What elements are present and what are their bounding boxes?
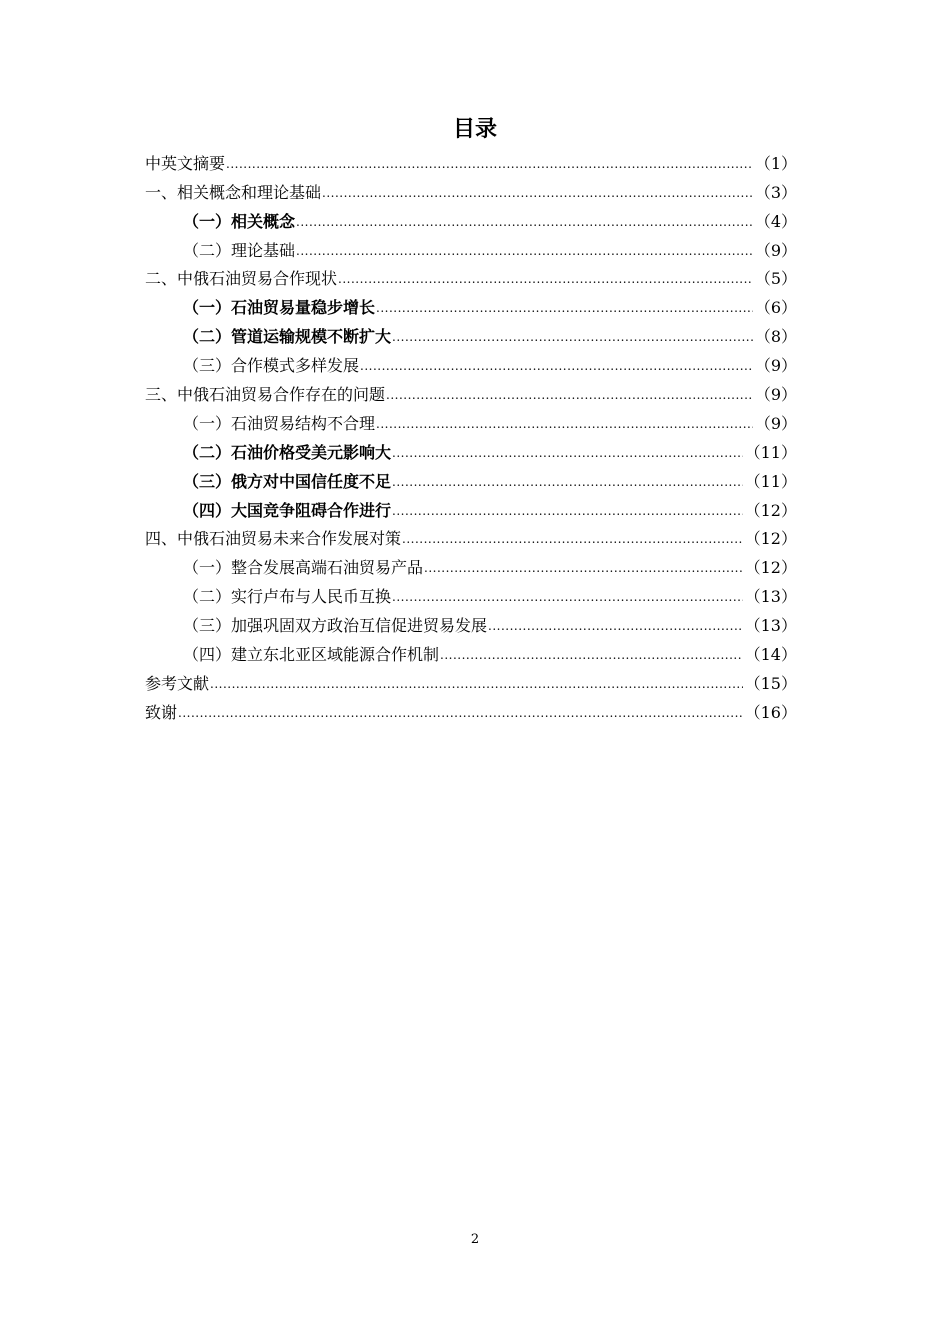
toc-entry[interactable] (145, 318, 797, 347)
toc-entry-page: （9） (754, 240, 797, 260)
page-number: 2 (470, 1232, 480, 1247)
toc-entry-label: （四）建立东北亚区域能源合作机制 (183, 645, 440, 665)
toc-entry[interactable] (145, 232, 797, 261)
toc-entry-page: （9） (754, 413, 797, 433)
toc-entry-label: （三）合作模式多样发展 (183, 356, 360, 376)
toc-entry[interactable] (145, 347, 797, 376)
toc-entry-page: （6） (754, 298, 797, 318)
toc-entry[interactable] (145, 203, 797, 232)
toc-entry-page: （4） (754, 211, 797, 231)
toc-entry[interactable] (145, 636, 797, 665)
toc-entry-label: （二）石油价格受美元影响大 (183, 442, 392, 462)
toc-entry-page: （13） (744, 616, 797, 636)
toc-entry-label: （一）整合发展高端石油贸易产品 (183, 558, 424, 578)
toc-entry[interactable] (145, 174, 797, 203)
toc-entry-page: （12） (744, 529, 797, 549)
toc-entry[interactable] (145, 578, 797, 607)
table-of-contents (145, 145, 797, 723)
toc-entry[interactable] (145, 549, 797, 578)
toc-entry-label: （三）俄方对中国信任度不足 (183, 471, 392, 491)
toc-entry-label: （二）实行卢布与人民币互换 (183, 587, 392, 607)
toc-entry-page: （16） (744, 702, 797, 722)
toc-entry-page: （3） (754, 182, 797, 202)
toc-entry-label: （二）理论基础 (183, 240, 296, 260)
toc-entry-page: （1） (754, 153, 797, 173)
toc-entry[interactable] (145, 463, 797, 492)
toc-entry-label: （一）相关概念 (183, 211, 296, 231)
toc-entry[interactable] (145, 405, 797, 434)
toc-entry[interactable] (145, 289, 797, 318)
toc-entry-label: （二）管道运输规模不断扩大 (183, 327, 392, 347)
toc-entry-page: （8） (754, 327, 797, 347)
toc-dot-leader (296, 243, 753, 259)
toc-entry-page: （12） (744, 500, 797, 520)
toc-entry-page: （11） (744, 471, 797, 491)
toc-entry-page: （11） (744, 442, 797, 462)
toc-entry-label: 四、中俄石油贸易未来合作发展对策 (145, 529, 402, 549)
toc-entry-label: （一）石油贸易量稳步增长 (183, 298, 376, 318)
toc-dot-leader (392, 589, 743, 605)
toc-entry-label: 参考文献 (145, 673, 210, 693)
toc-dot-leader (488, 618, 743, 634)
toc-entry-label: （三）加强巩固双方政治互信促进贸易发展 (183, 616, 488, 636)
toc-dot-leader (402, 531, 743, 547)
toc-dot-leader (360, 358, 753, 374)
toc-dot-leader (392, 445, 743, 461)
toc-entry-page: （5） (754, 269, 797, 289)
toc-dot-leader (178, 705, 743, 721)
toc-entry[interactable] (145, 145, 797, 174)
toc-entry-label: （四）大国竞争阻碍合作进行 (183, 500, 392, 520)
toc-dot-leader (440, 647, 743, 663)
toc-entry[interactable] (145, 434, 797, 463)
toc-dot-leader (338, 271, 753, 287)
toc-entry[interactable] (145, 521, 797, 550)
toc-entry[interactable] (145, 665, 797, 694)
toc-dot-leader (322, 185, 753, 201)
toc-dot-leader (424, 560, 743, 576)
toc-dot-leader (392, 503, 743, 519)
toc-entry-page: （12） (744, 558, 797, 578)
toc-dot-leader (392, 474, 743, 490)
toc-entry-label: 致谢 (145, 702, 178, 722)
toc-dot-leader (392, 329, 753, 345)
toc-entry-page: （9） (754, 385, 797, 405)
toc-dot-leader (386, 387, 753, 403)
toc-dot-leader (376, 300, 753, 316)
toc-entry-label: 一、相关概念和理论基础 (145, 182, 322, 202)
toc-entry[interactable] (145, 492, 797, 521)
toc-entry-page: （15） (744, 673, 797, 693)
toc-entry[interactable] (145, 376, 797, 405)
toc-entry-page: （14） (744, 645, 797, 665)
toc-dot-leader (226, 156, 753, 172)
toc-entry-page: （13） (744, 587, 797, 607)
toc-entry-page: （9） (754, 356, 797, 376)
toc-entry-label: 三、中俄石油贸易合作存在的问题 (145, 385, 386, 405)
toc-entry[interactable] (145, 261, 797, 290)
toc-entry[interactable] (145, 694, 797, 723)
toc-entry-label: 二、中俄石油贸易合作现状 (145, 269, 338, 289)
toc-title: 目录 (452, 117, 497, 142)
toc-dot-leader (296, 214, 753, 230)
toc-dot-leader (376, 416, 753, 432)
toc-entry[interactable] (145, 607, 797, 636)
toc-entry-label: 中英文摘要 (145, 153, 226, 173)
toc-dot-leader (210, 676, 743, 692)
toc-entry-label: （一）石油贸易结构不合理 (183, 413, 376, 433)
